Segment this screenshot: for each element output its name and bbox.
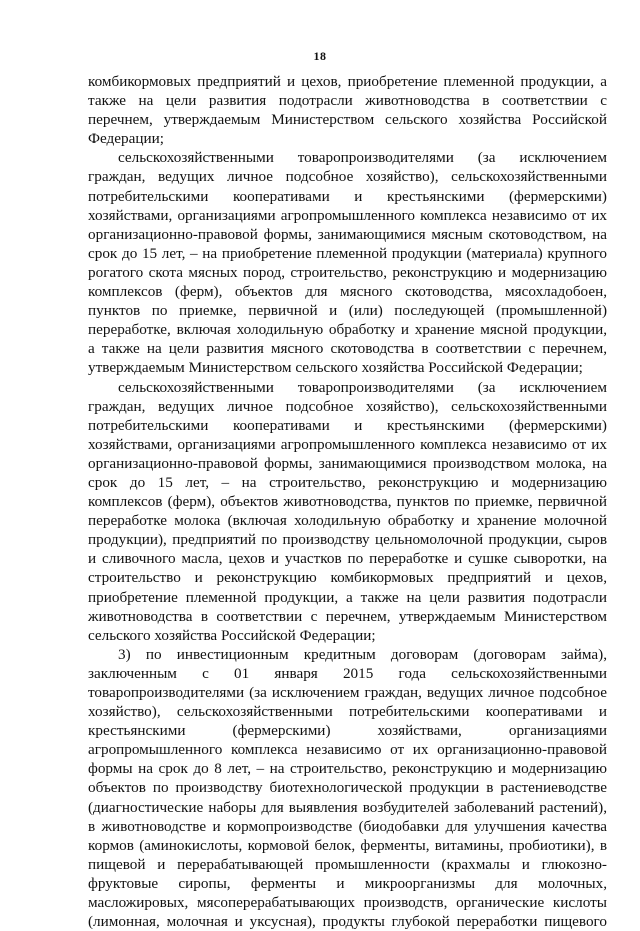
text-line: пунктов по приемке, первичной и (или) последующей (промышленной) — [88, 302, 607, 320]
text-line: граждан, ведущих личное подсобное хозяйство), сельскохозяйственными — [88, 168, 607, 186]
text-line: организационно-правовой формы, занимающимися мясным скотоводством, на — [88, 225, 607, 243]
text-line: кормов (аминокислоты, кормовой белок, ферменты, витамины, пробиотики), в — [88, 836, 607, 854]
paragraph — [88, 645, 607, 931]
text-line: хозяйствами, организациями агропромышленного комплекса независимо от их — [88, 435, 607, 453]
text-line: и сливочного масла, цехов и участков по переработке и сушке сыворотки, на — [88, 550, 607, 568]
text-line: сельскохозяйственными товаропроизводителями (за исключением — [118, 149, 607, 167]
text-line: а также на цели развития мясного скотоводства в соответствии с перечнем, — [88, 340, 607, 358]
text-line: крестьянскими (фермерскими) хозяйствами, организациями — [88, 722, 607, 740]
text-line: утверждаемым Министерством сельского хозяйства Российской Федерации; — [88, 359, 583, 377]
text-line: Федерации; — [88, 130, 164, 148]
text-line: продукции), предприятий по производству цельномолочной продукции, сыров — [88, 531, 607, 549]
text-line: (лимонная, молочная и уксусная), продукты глубокой переработки пищевого — [88, 913, 607, 931]
text-line: товаропроизводителями (за исключением граждан, ведущих личное подсобное — [88, 684, 607, 701]
paragraph — [88, 148, 607, 377]
text-line: переработке, включая холодильную обработку и хранение мясной продукции, — [88, 321, 607, 339]
text-line: срок до 15 лет, – на приобретение племенной продукции (материала) крупного — [88, 244, 607, 262]
text-line: перечнем, утверждаемым Министерством сельского хозяйства Российской — [88, 111, 607, 129]
page-number: 18 — [313, 49, 327, 63]
text-line: строительство и реконструкцию комбикормовых предприятий и цехов, — [88, 569, 607, 587]
text-line: заключенным с 01 января 2015 года сельскохозяйственными — [88, 664, 607, 682]
text-line: пищевой и перерабатывающей промышленности (крахмалы и глюкозно- — [88, 855, 607, 873]
text-line: формы на срок до 8 лет, – на строительство, реконструкцию и модернизацию — [88, 760, 607, 778]
text-line: масложировых, мясоперерабатывающих производств, органические кислоты — [88, 894, 607, 912]
text-line: 3) по инвестиционным кредитным договорам (договорам займа), — [118, 645, 607, 663]
text-line: комплексов (ферм), объектов для мясного скотоводства, мясохладобоен, — [88, 283, 607, 301]
text-line: организационно-правовой формы, занимающимися производством молока, на — [88, 454, 607, 472]
text-line: рогатого скота мясных пород, строительство, реконструкцию и модернизацию — [88, 263, 607, 281]
text-line: комплексов (ферм), объектов животноводства, пунктов по приемке, первичной — [88, 493, 607, 511]
paragraph — [88, 72, 607, 148]
text-line: потребительскими кооперативами и крестьянскими (фермерскими) — [88, 187, 607, 205]
text-line: сельского хозяйства Российской Федерации; — [88, 626, 376, 644]
text-line: (диагностические наборы для выявления возбудителей заболеваний растений), — [88, 798, 607, 816]
text-line: животноводства в соответствии с перечнем, утверждаемым Министерством — [88, 607, 607, 625]
text-line: сельскохозяйственными товаропроизводителями (за исключением — [118, 378, 607, 396]
document-body — [88, 72, 607, 931]
text-line: также на цели развития подотрасли животноводства в соответствии с — [88, 92, 607, 110]
text-line: агропромышленного комплекса независимо от их организационно-правовой — [88, 741, 607, 759]
text-line: переработке молока (включая холодильную обработку и хранение молочной — [88, 512, 607, 530]
text-line: в животноводстве и кормопроизводстве (биодобавки для улучшения качества — [88, 817, 607, 835]
text-line: фруктовые сиропы, ферменты и микроорганизмы для молочных, — [88, 874, 607, 892]
text-line: потребительскими кооперативами и крестьянскими (фермерскими) — [88, 416, 607, 434]
text-line: объектов по производству биотехнологической продукции в растениеводстве — [88, 779, 607, 797]
text-line: срок до 15 лет, – на строительство, реконструкцию и модернизацию — [88, 473, 607, 491]
text-line: граждан, ведущих личное подсобное хозяйство), сельскохозяйственными — [88, 397, 607, 415]
text-line: комбикормовых предприятий и цехов, приобретение племенной продукции, а — [88, 73, 607, 90]
text-line: хозяйствами, организациями агропромышленного комплекса независимо от их — [88, 206, 607, 224]
text-line: приобретение племенной продукции, а также на цели развития подотрасли — [88, 588, 607, 606]
paragraph — [88, 378, 607, 645]
text-line: хозяйство), сельскохозяйственными потребительскими кооперативами и — [88, 703, 607, 721]
